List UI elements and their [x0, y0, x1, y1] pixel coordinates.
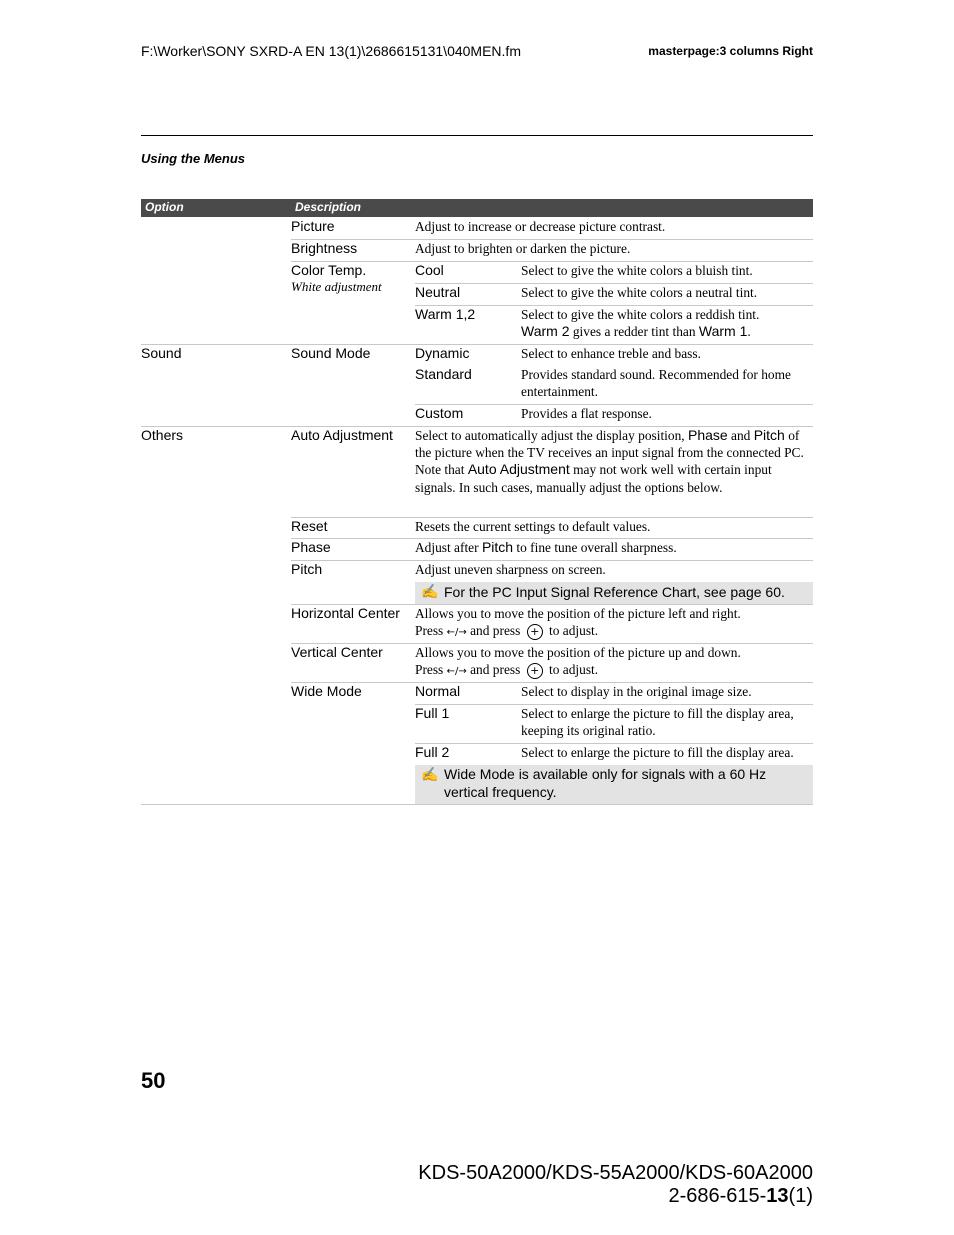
desc-horizontal-center	[415, 605, 741, 641]
wide-mode-note-text	[444, 765, 766, 801]
group-divider	[141, 344, 813, 345]
desc-vertical-center	[415, 644, 741, 680]
desc-standard	[521, 366, 811, 400]
top-rule	[141, 135, 813, 136]
hc-line1: Allows you to move the position of the picture left and right.	[415, 606, 741, 621]
desc-brightness: Adjust to brighten or darken the picture.	[415, 241, 631, 256]
desc-phase	[415, 539, 677, 556]
vc-press: Press	[415, 662, 447, 678]
auto-adjustment-label: Auto Adjustment	[467, 461, 570, 478]
desc-normal: Select to display in the original image size.	[521, 684, 752, 699]
desc-picture: Adjust to increase or decrease picture contrast.	[415, 219, 666, 234]
desc-full1-line2: keeping its original ratio.	[521, 723, 656, 739]
table-header	[141, 199, 813, 217]
desc-full1-line1: Select to enlarge the picture to fill the display area,	[521, 706, 794, 721]
item-brightness: Brightness	[291, 240, 358, 256]
item-picture: Picture	[291, 218, 335, 234]
desc-custom: Provides a flat response.	[521, 406, 652, 421]
vc-to-adjust: to adjust.	[545, 662, 599, 678]
enter-button-icon	[527, 663, 543, 679]
item-reset: Reset	[291, 518, 328, 534]
hc-press: Press	[415, 623, 447, 639]
desc-warm-line1: Select to give the white colors a reddish tint.	[521, 307, 760, 322]
option-column-header: Option	[145, 200, 184, 214]
pitch-note	[415, 582, 813, 604]
item-sound-mode: Sound Mode	[291, 345, 371, 361]
description-column-header: Description	[295, 200, 362, 214]
auto-pitch-label: Pitch	[753, 427, 785, 443]
item-pitch: Pitch	[291, 561, 323, 577]
auto-text-2: of the picture when the TV receives an input signal from the connected PC. Note that	[415, 428, 804, 478]
desc-full1	[521, 705, 811, 739]
part-prefix: 2-686-615-	[668, 1185, 767, 1207]
warm1-label: Warm 1	[698, 323, 748, 340]
label-dynamic: Dynamic	[415, 345, 470, 361]
part-suffix: (1)	[788, 1185, 813, 1207]
wide-mode-note	[415, 765, 813, 804]
note-pencil-icon: ✍	[421, 766, 439, 782]
auto-text-1: Select to automatically adjust the display position,	[415, 428, 688, 443]
header-masterpage: masterpage:3 columns Right	[648, 44, 813, 58]
header-file-path: F:\Worker\SONY SXRD-A EN 13(1)\2686615131\040MEN.fm	[141, 43, 521, 59]
warm-end-text: .	[747, 324, 751, 340]
label-normal: Normal	[415, 683, 461, 699]
label-full1: Full 1	[415, 705, 450, 721]
item-phase: Phase	[291, 539, 331, 555]
auto-text-3: may not work well with certain input signals. In such cases, manually adjust the options below.	[415, 462, 772, 495]
desc-neutral: Select to give the white colors a neutral tint.	[521, 285, 758, 300]
item-wide-mode: Wide Mode	[291, 683, 362, 699]
page-number: 50	[141, 1068, 166, 1093]
option-sound: Sound	[141, 345, 182, 361]
label-cool: Cool	[415, 262, 444, 278]
label-full2: Full 2	[415, 744, 450, 760]
desc-reset: Resets the current settings to default values.	[415, 519, 651, 534]
label-warm: Warm 1,2	[415, 306, 476, 322]
desc-cool: Select to give the white colors a bluish tint.	[521, 263, 753, 278]
left-right-arrow-icon: ←/→	[446, 627, 467, 639]
phase-text-1: Adjust after	[415, 540, 482, 555]
item-vertical-center: Vertical Center	[291, 644, 383, 660]
phase-text-2: to fine tune overall sharpness.	[513, 540, 677, 555]
warm2-label: Warm 2	[521, 323, 570, 340]
wide-note-line1: Wide Mode is available only for signals with a 60 Hz	[444, 766, 767, 782]
enter-button-icon	[527, 624, 543, 640]
label-standard: Standard	[415, 366, 472, 382]
label-custom: Custom	[415, 405, 464, 421]
left-right-arrow-icon: ←/→	[446, 666, 467, 678]
desc-pitch: Adjust uneven sharpness on screen.	[415, 562, 606, 577]
vc-and-press: and press	[466, 662, 524, 678]
part-bold: 13	[766, 1185, 789, 1207]
desc-full2: Select to enlarge the picture to fill the display area.	[521, 745, 794, 760]
item-horizontal-center: Horizontal Center	[291, 605, 400, 621]
hc-and-press: and press	[466, 623, 524, 639]
desc-auto-adjustment	[415, 427, 807, 496]
item-auto-adjustment: Auto Adjustment	[291, 427, 393, 443]
color-temp-subtitle: White adjustment	[291, 279, 382, 294]
item-color-temp: Color Temp.	[291, 262, 367, 278]
note-pencil-icon: ✍	[421, 583, 439, 599]
model-number: KDS-50A2000/KDS-55A2000/KDS-60A2000	[418, 1162, 813, 1184]
hc-to-adjust: to adjust.	[545, 623, 599, 639]
desc-standard-line1: Provides standard sound. Recommended for home	[521, 367, 791, 382]
warm-mid-text: gives a redder tint than	[569, 324, 699, 340]
wide-note-line2: vertical frequency.	[444, 784, 557, 800]
auto-and-text: and	[727, 428, 754, 443]
part-number	[668, 1185, 813, 1208]
vc-line1: Allows you to move the position of the picture up and down.	[415, 645, 741, 660]
pitch-note-text: For the PC Input Signal Reference Chart, see page 60.	[444, 584, 785, 600]
desc-warm	[521, 306, 811, 340]
phase-pitch-label: Pitch	[481, 539, 514, 555]
section-title: Using the Menus	[141, 151, 246, 166]
auto-phase-label: Phase	[687, 427, 728, 443]
desc-dynamic: Select to enhance treble and bass.	[521, 346, 701, 361]
label-neutral: Neutral	[415, 284, 461, 300]
desc-standard-line2: entertainment.	[521, 384, 598, 400]
table-bottom-rule	[141, 804, 813, 805]
option-others: Others	[141, 427, 184, 443]
